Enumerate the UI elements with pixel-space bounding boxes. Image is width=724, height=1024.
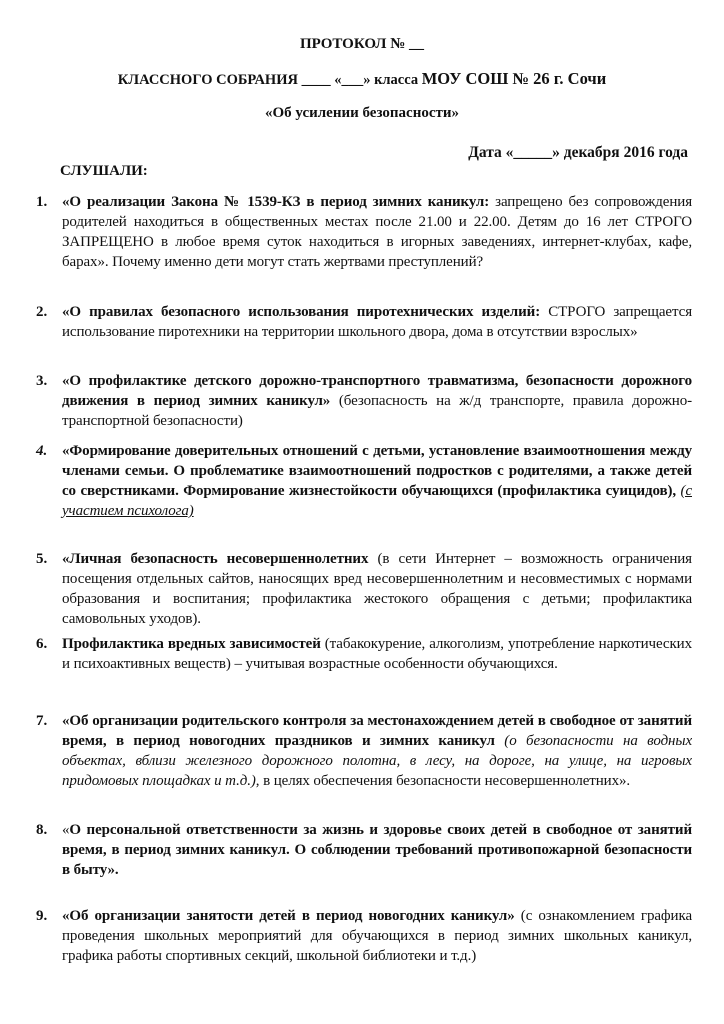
city-name: г. Сочи: [549, 69, 607, 88]
agenda-item-1: [36, 192, 692, 272]
item-description: (в сети Интернет – возможность ограничения посещения отдельных сайтов, наносящих вред несовершеннолетним и несовместимых с нормами образования и воспитания; профилактика жестокого обращения с детьми; профилактика самовольных уходов).: [62, 551, 692, 627]
item-heading: Профилактика вредных зависимостей: [62, 636, 321, 652]
item-open-quote: «: [62, 822, 70, 838]
item-number: 6.: [36, 636, 48, 652]
agenda-item-2: [36, 302, 692, 342]
item-text: [62, 371, 692, 431]
item-heading: «Об организации родительского контроля за местонахождением детей в свободное от занятий время, в период новогодних праздников и зимних каникул: [62, 713, 692, 749]
item-text: [62, 634, 692, 674]
protocol-title: ПРОТОКОЛ № __: [299, 36, 425, 52]
listened-label: СЛУШАЛИ:: [60, 163, 148, 179]
item-number: 2.: [36, 304, 48, 320]
item-description: , в целях обеспечения безопасности несовершеннолетних».: [255, 773, 631, 789]
agenda-item-5: [36, 549, 692, 629]
item-heading: «О реализации Закона № 1539-КЗ в период зимних каникул:: [62, 194, 490, 210]
item-heading: «О правилах безопасного использования пиротехнических изделий:: [62, 304, 541, 320]
item-text: [62, 302, 692, 342]
agenda-item-4: [36, 441, 692, 521]
item-heading: «О профилактике детского дорожно-транспортного травматизма, безопасности дорожного движения в период зимних каникул»: [62, 373, 692, 409]
item-heading: «Об организации занятости детей в период новогодних каникул»: [62, 908, 515, 924]
item-italic-note: (о безопасности на водных объектах, вблизи железного дорожного полотна, в лесу, на дороге, на улице, на игровых придомовых площадках и т.д.): [62, 733, 693, 789]
item-text: [62, 192, 692, 272]
item-text: [62, 441, 692, 521]
item-text: [62, 820, 692, 880]
meeting-class-line: КЛАССНОГО СОБРАНИЯ ____ «___» класса: [117, 72, 422, 88]
school-name: МОУ СОШ № 26: [421, 69, 550, 88]
item-text: [62, 906, 692, 966]
item-heading: О персональной ответственности за жизнь и здоровье своих детей в свободное от занятий время, в период зимних каникул. О соблюдении требований противопожарной безопасности в быту».: [62, 822, 692, 878]
agenda-item-8: [36, 820, 692, 880]
item-description: (безопасность на ж/д транспорте, правила дорожно-транспортной безопасности): [62, 393, 693, 429]
agenda-item-9: [36, 906, 692, 966]
agenda-item-3: [36, 371, 692, 431]
item-text: [62, 711, 692, 791]
item-number: 9.: [36, 908, 48, 924]
item-number: 7.: [36, 713, 48, 729]
item-description: запрещено без сопровождения родителей находиться в общественных местах после 21.00 и 22.00. Детям до 16 лет СТРОГО ЗАПРЕЩЕНО в любое время суток находиться в игорных заведениях, интернет-клубах, кафе, барах». Почему именно дети могут стать жертвами преступлений?: [62, 194, 692, 270]
item-number: 1.: [36, 194, 48, 210]
item-description: (табакокурение, алкоголизм, употребление наркотических и психоактивных веществ) – учитывая возрастные особенности обучающихся.: [62, 636, 692, 672]
meeting-topic: «Об усилении безопасности»: [264, 105, 460, 121]
agenda-item-7: [36, 711, 692, 791]
item-number: 5.: [36, 551, 48, 567]
item-heading: «Личная безопасность несовершеннолетних: [62, 551, 369, 567]
agenda-item-6: [36, 634, 692, 674]
item-number: 8.: [36, 822, 48, 838]
item-number: 4.: [36, 443, 48, 459]
psychologist-note: (с участием психолога): [62, 483, 692, 519]
item-text: [62, 549, 692, 629]
item-number: 3.: [36, 373, 48, 389]
meeting-date: Дата «_____» декабря 2016 года: [468, 144, 688, 161]
item-heading: «Формирование доверительных отношений с детьми, установление взаимоотношения между членами семьи. О проблематике взаимоотношений подростков с родителями, а также детей со сверстниками. Формирование жизнестойкости обучающихся (профилактика суицидов),: [62, 443, 692, 499]
item-description: СТРОГО запрещается использование пиротехники на территории школьного двора, дома в отсутствии взрослых»: [62, 304, 692, 340]
item-description: (с ознакомлением графика проведения школьных мероприятий для обучающихся в период зимних школьных каникул, графика работы спортивных секций, школьной библиотеки и т.д.): [62, 908, 692, 964]
meeting-heading: [0, 69, 724, 89]
